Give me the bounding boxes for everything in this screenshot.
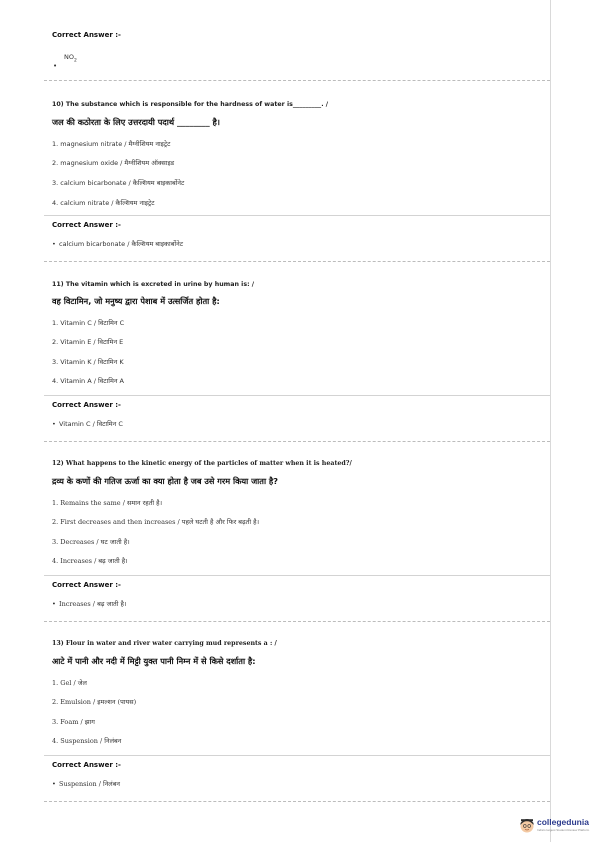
divider [44, 395, 550, 396]
collegedunia-logo[interactable] [518, 814, 595, 838]
divider [44, 621, 550, 622]
bullet-icon: • [52, 420, 56, 428]
q13-answer: • Suspension / निलंबन [52, 780, 121, 788]
question-11-en: 11) The vitamin which is excreted in urine by human is: / [52, 281, 255, 288]
bullet-icon: • [52, 240, 56, 248]
bullet-icon: • [52, 600, 56, 608]
q10-option-1: 1. magnesium nitrate / मैग्नीशियम नाइट्रेट [52, 140, 171, 148]
q12-option-3: 3. Decreases / घट जाती है। [52, 538, 130, 546]
q12-answer: • Increases / बढ़ जाती है। [52, 600, 127, 608]
question-13-en: 13) Flour in water and river water carrying mud represents a : / [52, 640, 277, 647]
answer-no2: $NO_2$ [64, 53, 77, 64]
divider [44, 575, 550, 576]
q13-option-3: 3. Foam / झाग [52, 718, 95, 726]
q12-correct-label: Correct Answer :- [52, 581, 121, 589]
question-13-hi: आटे में पानी और नदी में मिट्टी युक्त पानी निम्न में से किसे दर्शाता है: [52, 656, 256, 666]
q10-option-4: 4. calcium nitrate / कैल्शियम नाइट्रेट [52, 199, 155, 207]
divider [44, 801, 550, 802]
bullet-icon: • [52, 780, 56, 788]
q11-option-2: 2. Vitamin E / विटामिन E [52, 338, 124, 346]
question-11-hi: वह विटामिन, जो मनुष्य द्वारा पेशाब में उत्सर्जित होता है: [52, 296, 220, 306]
q11-correct-label: Correct Answer :- [52, 401, 121, 409]
divider [44, 80, 550, 81]
q11-option-4: 4. Vitamin A / विटामिन A [52, 377, 124, 385]
divider [44, 755, 550, 756]
q10-option-3: 3. calcium bicarbonate / कैल्शियम बाइकार्बोनेट [52, 179, 185, 187]
q13-option-2: 2. Emulsion / इमल्शन (पायस) [52, 698, 137, 706]
q11-option-1: 1. Vitamin C / विटामिन C [52, 319, 125, 327]
question-12-en: 12) What happens to the kinetic energy of the particles of matter when it is heated?/ [52, 460, 352, 467]
q13-option-1: 1. Gel / जेल [52, 679, 87, 687]
q13-option-4: 4. Suspension / निलंबन [52, 737, 122, 745]
divider [44, 261, 550, 262]
question-10-en: 10) The substance which is responsible for the hardness of water is_________. / [52, 101, 329, 108]
q10-answer: • calcium bicarbonate / कैल्शियम बाइकार्बोनेट [52, 240, 183, 248]
brand-tagline: India's largest Student Review Platform [537, 828, 590, 832]
q11-option-3: 3. Vitamin K / विटामिन K [52, 358, 124, 366]
q11-answer: • Vitamin C / विटामिन C [52, 420, 123, 428]
bullet-icon: • [53, 62, 58, 70]
q12-option-1: 1. Remains the same / समान रहती है। [52, 499, 163, 507]
q10-correct-label: Correct Answer :- [52, 221, 121, 229]
q13-correct-label: Correct Answer :- [52, 761, 121, 769]
q12-option-4: 4. Increases / बढ़ जाती है। [52, 557, 128, 565]
student-mascot-icon [518, 816, 536, 834]
q12-option-2: 2. First decreases and then increases / पहले घटती है और फिर बढ़ती है। [52, 518, 260, 526]
brand-name: collegedunia [537, 817, 589, 827]
divider [44, 215, 550, 216]
divider [44, 441, 550, 442]
question-10-hi: जल की कठोरता के लिए उत्तरदायी पदार्थ ________ है। [52, 117, 221, 127]
document-page [44, 0, 551, 842]
correct-answer-label: Correct Answer :- [52, 31, 121, 39]
q10-option-2: 2. magnesium oxide / मैग्नीशियम ऑक्साइड [52, 159, 175, 167]
question-12-hi: द्रव्य के कणों की गतिज ऊर्जा का क्या होता है जब उसे गरम किया जाता है? [52, 476, 279, 486]
